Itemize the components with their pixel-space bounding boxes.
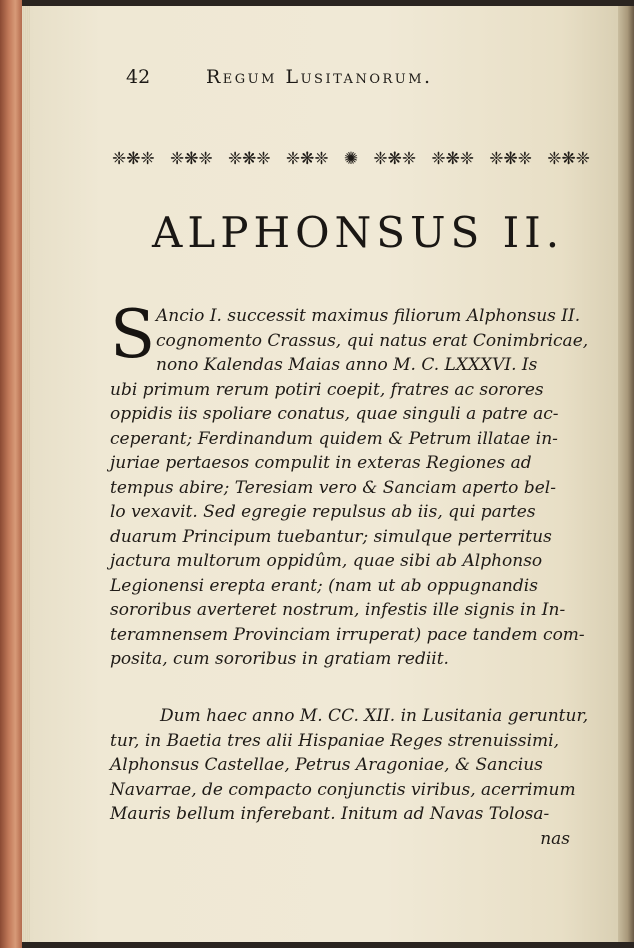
text-line: Dum haec anno M. CC. XII. in Lusitania geruntur, xyxy=(160,706,589,726)
text-line: Mauris bellum inferebant. Initum ad Navas Tolosa- xyxy=(110,804,550,824)
text-line: cognomento Crassus, qui natus erat Conimbricae, xyxy=(156,330,589,351)
text-line: juriae pertaesos compulit in exteras Regiones ad xyxy=(110,453,532,473)
book-cover-edge xyxy=(0,0,22,948)
page-header xyxy=(126,62,566,92)
running-head: Regum Lusitanorum. xyxy=(206,66,433,88)
text-line: ceperant; Ferdinandum quidem & Petrum illatae in- xyxy=(110,428,558,449)
decorative-ornament-band xyxy=(112,148,590,170)
ornament-unit: ❈❋❈ xyxy=(112,149,155,169)
ornament-unit: ❈❋❈ xyxy=(169,149,213,169)
drop-cap: S xyxy=(110,296,156,373)
page-number: 42 xyxy=(126,66,151,88)
text-line: tempus abire; Teresiam vero & Sanciam aperto bel- xyxy=(110,477,556,498)
text-line: oppidis iis spoliare conatus, quae singuli a patre ac- xyxy=(110,404,559,424)
ornament-unit: ❈❋❈ xyxy=(227,149,271,169)
ornament-unit: ❈❋❈ xyxy=(547,149,590,169)
paragraph-2 xyxy=(110,704,589,851)
text-line: sororibus averteret nostrum, infestis ille signis in In- xyxy=(110,600,566,620)
catchword: nas xyxy=(540,828,570,849)
ornament-unit: ❈❋❈ xyxy=(431,149,475,169)
text-line: teramnensem Provinciam irruperat) pace tandem com- xyxy=(110,624,585,645)
text-line: Legionensi erepta erant; (nam ut ab oppugnandis xyxy=(110,575,538,596)
text-line: Ancio I. successit maximus filiorum Alphonsus II. xyxy=(156,306,581,326)
chapter-title: ALPHONSUS II. xyxy=(152,208,565,257)
text-line: lo vexavit. Sed egregie repulsus ab iis, qui partes xyxy=(110,502,536,522)
text-line: Alphonsus Castellae, Petrus Aragoniae, & Sancius xyxy=(110,755,543,775)
ornament-unit: ❈❋❈ xyxy=(489,149,533,169)
text-line: duarum Principum tuebantur; simulque perterritus xyxy=(110,526,552,547)
page-stack-edge xyxy=(22,6,30,942)
text-line: posita, cum sororibus in gratiam rediit. xyxy=(110,649,449,669)
text-line: jactura multorum oppidûm, quae sibi ab Alphonso xyxy=(110,551,543,571)
paragraph-1 xyxy=(110,296,589,672)
book-gutter xyxy=(618,6,634,942)
text-line: Navarrae, de compacto conjunctis viribus, acerrimum xyxy=(110,779,576,800)
ornament-unit: ❈❋❈ xyxy=(373,149,417,169)
text-line: tur, in Baetia tres alii Hispaniae Reges strenuissimi, xyxy=(110,730,559,751)
ornament-center-star-icon: ✺ xyxy=(343,149,359,169)
text-line: ubi primum rerum potiri coepit, fratres ac sorores xyxy=(110,379,544,400)
text-line: nono Kalendas Maias anno M. C. LXXXVI. Is xyxy=(156,355,538,375)
ornament-unit: ❈❋❈ xyxy=(285,149,329,169)
